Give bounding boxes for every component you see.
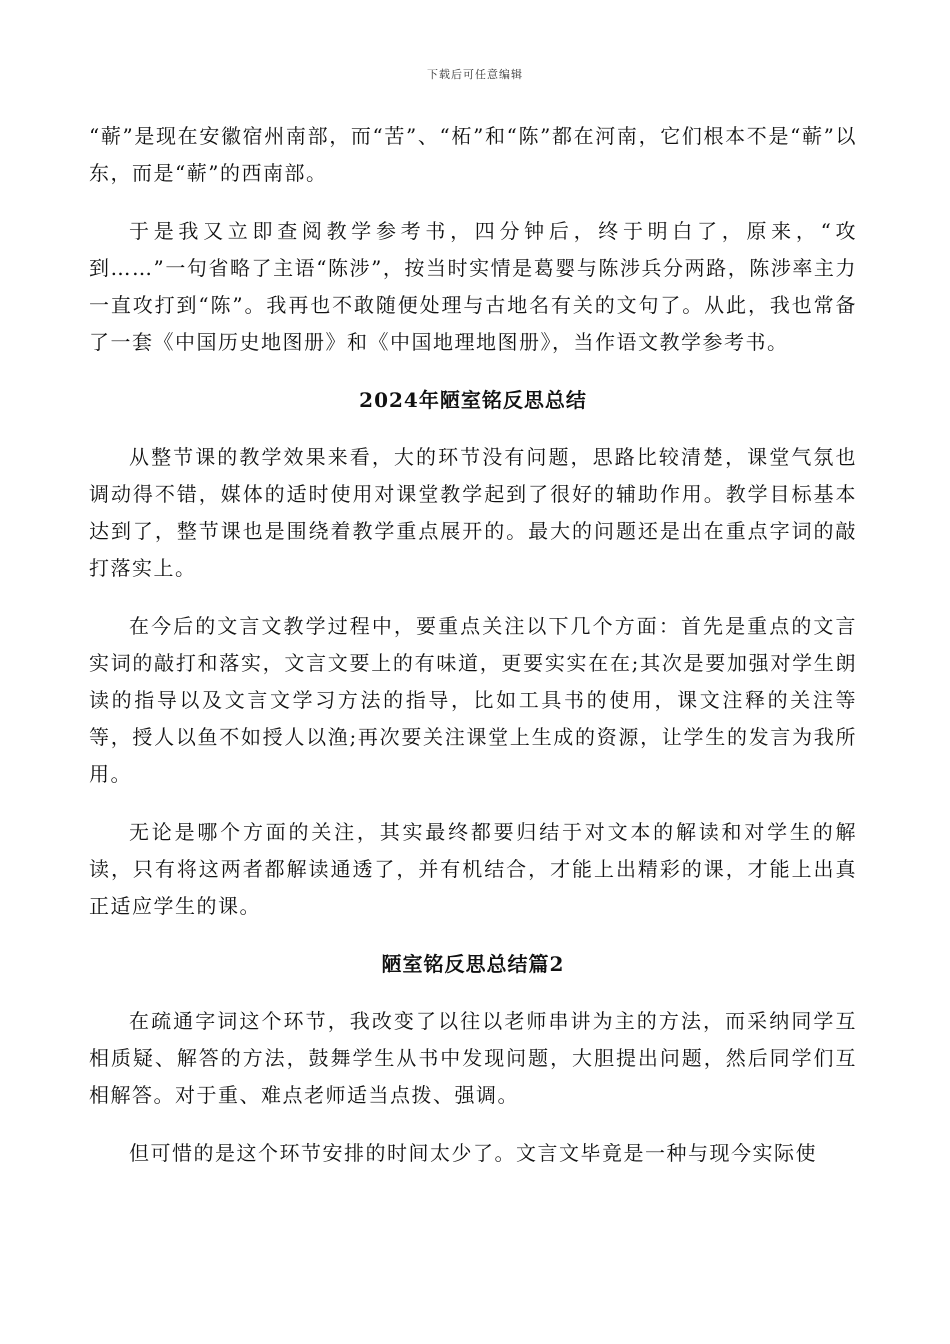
paragraph-truncated: 但可惜的是这个环节安排的时间太少了。文言文毕竟是一种与现今实际使 bbox=[129, 1141, 817, 1165]
paragraph-continuation: “蕲”是现在安徽宿州南部，而“苦”、“柘”和“陈”都在河南，它们根本不是“蕲”以东，而是“蕲”的西南部。 bbox=[89, 124, 857, 185]
paragraph: 在疏通字词这个环节，我改变了以往以老师串讲为主的方法，而采纳同学互相质疑、解答的方法，鼓舞学生从书中发现问题，大胆提出问题，然后同学们互相解答。对于重、难点老师适当点拨、强调。 bbox=[89, 1009, 857, 1107]
paragraph: 从整节课的教学效果来看，大的环节没有问题，思路比较清楚，课堂气氛也调动得不错，媒体的适时使用对课堂教学起到了很好的辅助作用。教学目标基本达到了，整节课也是围绕着教学重点展开的。最大的问题还是出在重点字词的敲打落实上。 bbox=[89, 445, 857, 580]
document-body bbox=[89, 118, 857, 1193]
paragraph: 于是我又立即查阅教学参考书，四分钟后，终于明白了，原来，“攻到……”一句省略了主语“陈涉”，按当时实情是葛婴与陈涉兵分两路，陈涉率主力一直攻打到“陈”。我再也不敢随便处理与古地名有关的文句了。从此，我也常备了一套《中国历史地图册》和《中国地理地图册》，当作语文教学参考书。 bbox=[89, 219, 857, 354]
section-heading: 陋室铭反思总结篇2 bbox=[381, 952, 565, 976]
header-note: 下载后可任意编辑 bbox=[427, 68, 523, 81]
paragraph: 在今后的文言文教学过程中，要重点关注以下几个方面：首先是重点的文言实词的敲打和落实，文言文要上的有味道，更要实实在在;其次是要加强对学生朗读的指导以及文言文学习方法的指导，比如工具书的使用，课文注释的关注等等，授人以鱼不如授人以渔;再次要关注课堂上生成的资源，让学生的发言为我所用。 bbox=[89, 614, 857, 786]
paragraph: 无论是哪个方面的关注，其实最终都要归结于对文本的解读和对学生的解读，只有将这两者都解读通透了，并有机结合，才能上出精彩的课，才能上出真正适应学生的课。 bbox=[89, 820, 857, 918]
section-heading: 2024年陋室铭反思总结 bbox=[359, 388, 587, 412]
